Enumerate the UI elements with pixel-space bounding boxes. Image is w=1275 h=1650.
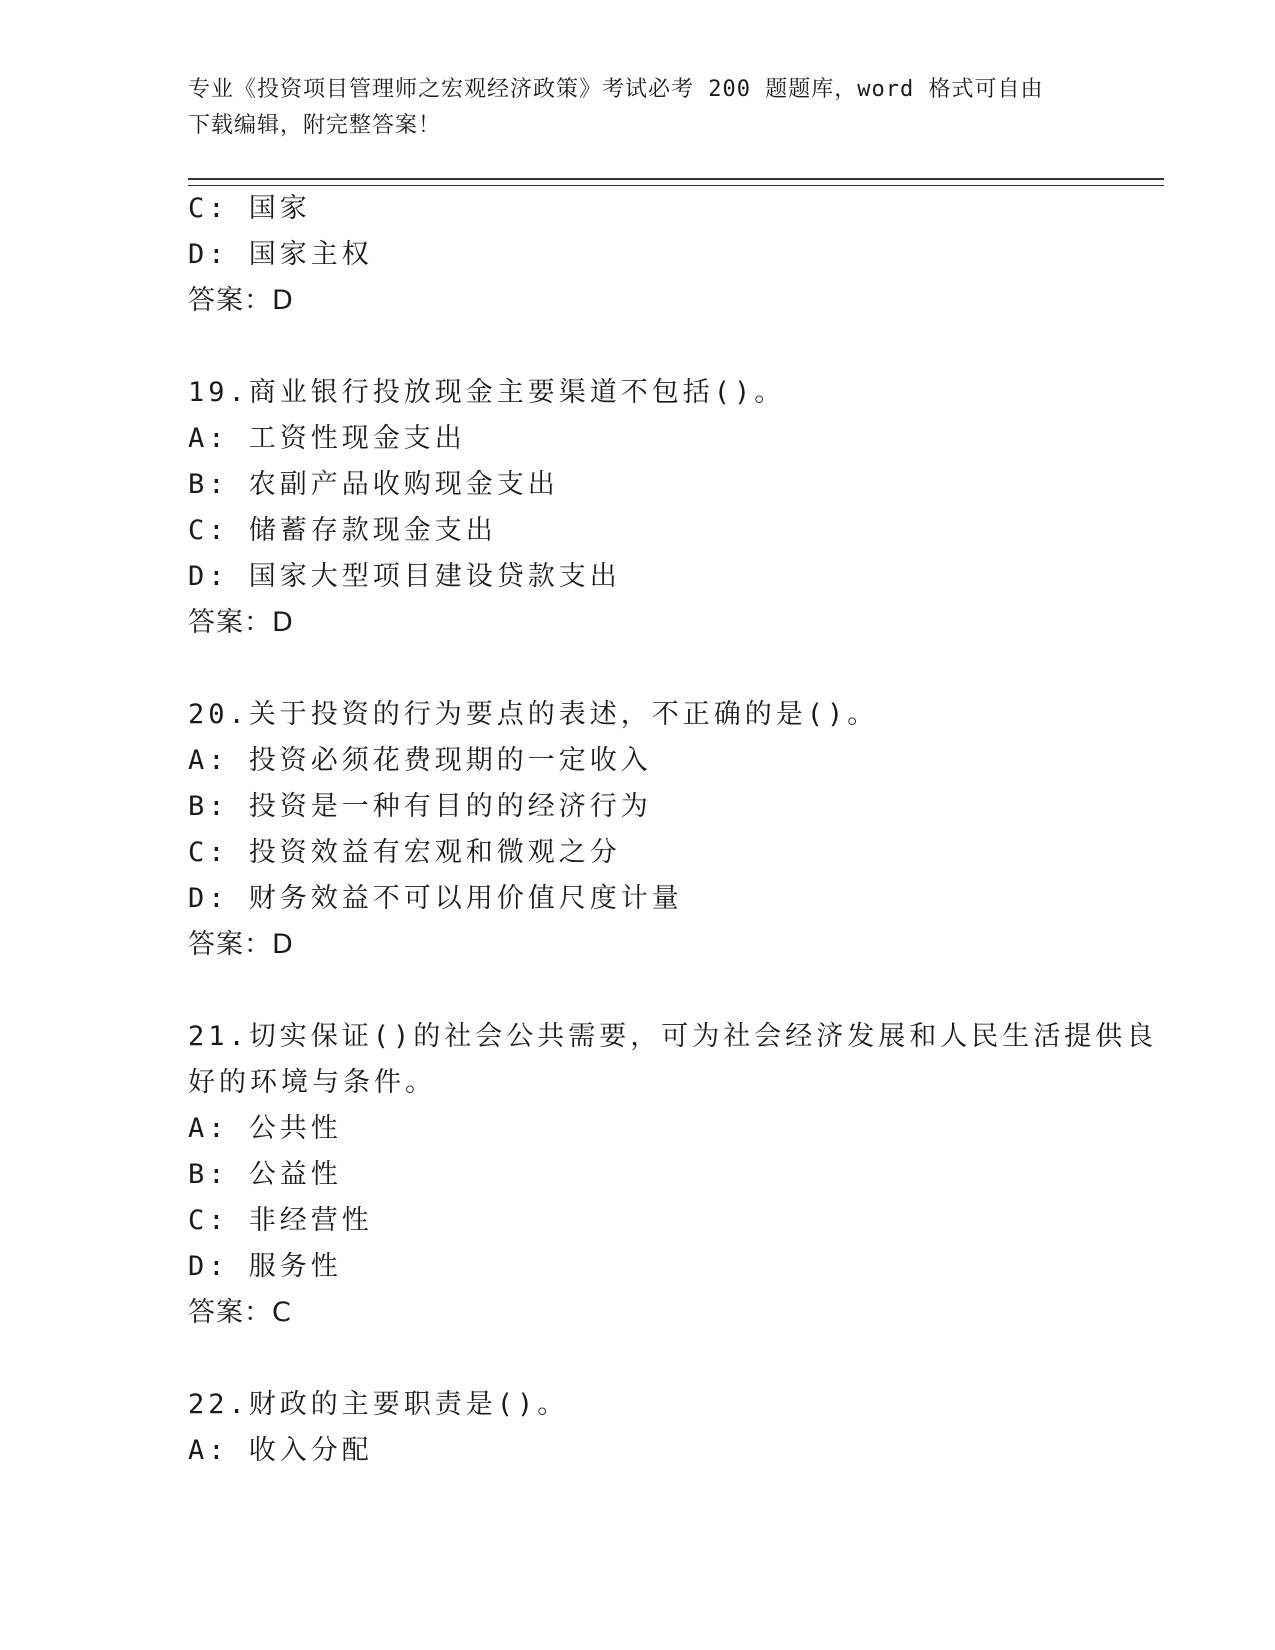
option-b: B: 投资是一种有目的的经济行为 (188, 791, 652, 822)
document-header (188, 72, 1088, 144)
question-block-20 (188, 692, 1088, 968)
question-text: 20.关于投资的行为要点的表述，不正确的是()。 (188, 699, 879, 730)
question-text: 19.商业银行投放现金主要渠道不包括()。 (188, 377, 786, 408)
answer: 答案：D (188, 607, 294, 638)
question-text-line-1: 21.切实保证()的社会公共需要，可为社会经济发展和人民生活提供良 (188, 1021, 1158, 1052)
spacer (188, 646, 1088, 692)
option-c: C: 非经营性 (188, 1205, 373, 1236)
option-a: A: 公共性 (188, 1113, 342, 1144)
option-d: D: 财务效益不可以用价值尺度计量 (188, 883, 683, 914)
header-line-2: 下载编辑，附完整答案！ (188, 113, 442, 138)
option-a: A: 工资性现金支出 (188, 423, 466, 454)
header-divider (188, 178, 1164, 186)
option-a: A: 收入分配 (188, 1435, 373, 1466)
question-block-19 (188, 370, 1088, 646)
answer: 答案：C (188, 1297, 292, 1328)
question-text: 22.财政的主要职责是()。 (188, 1389, 569, 1420)
question-list (188, 186, 1158, 1474)
question-block-prev (188, 186, 1088, 324)
spacer (188, 324, 1088, 370)
option-c: C: 储蓄存款现金支出 (188, 515, 497, 546)
spacer (188, 968, 1088, 1014)
option-b: B: 公益性 (188, 1159, 342, 1190)
answer: 答案：D (188, 929, 294, 960)
option-d: D: 服务性 (188, 1251, 342, 1282)
option-c: C: 投资效益有宏观和微观之分 (188, 837, 621, 868)
option-d: D: 国家主权 (188, 239, 373, 270)
question-text-line-2: 好的环境与条件。 (188, 1067, 436, 1098)
answer: 答案：D (188, 285, 294, 316)
option-a: A: 投资必须花费现期的一定收入 (188, 745, 652, 776)
header-line-1: 专业《投资项目管理师之宏观经济政策》考试必考 200 题题库，word 格式可自由 (188, 77, 1044, 102)
option-d: D: 国家大型项目建设贷款支出 (188, 561, 621, 592)
question-block-21 (188, 1014, 1158, 1336)
option-b: B: 农副产品收购现金支出 (188, 469, 559, 500)
question-block-22 (188, 1382, 1088, 1474)
option-c: C: 国家 (188, 193, 311, 224)
spacer (188, 1336, 1088, 1382)
